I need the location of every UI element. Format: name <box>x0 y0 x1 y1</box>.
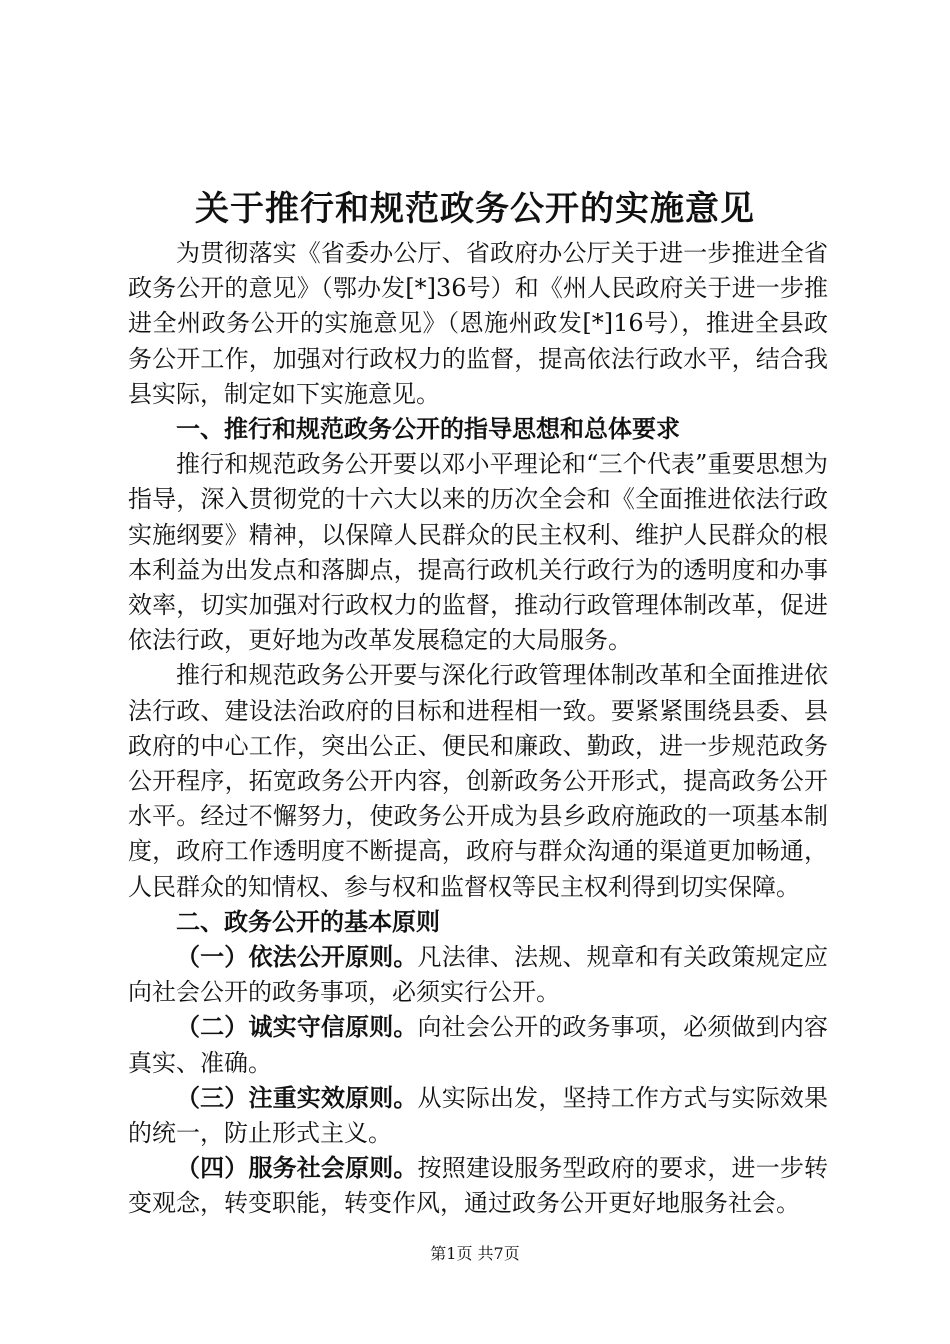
page-number-footer: 第1页 共7页 <box>430 1244 520 1263</box>
principle-item-2 <box>128 1010 828 1080</box>
intro-paragraph: 为贯彻落实《省委办公厅、省政府办公厅关于进一步推进全省政务公开的意见》（鄂办发[*]36号）和《州人民政府关于进一步推进全州政务公开的实施意见》（恩施州政发[*]16号），推进全县政务公开工作，加强对行政权力的监督，提高依法行政水平，结合我县实际，制定如下实施意见。 <box>128 239 828 408</box>
paragraph-guiding-thought: 推行和规范政务公开要以邓小平理论和“三个代表”重要思想为指导，深入贯彻党的十六大以来的历次全会和《全面推进依法行政实施纲要》精神，以保障人民群众的民主权利、维护人民群众的根本利益为出发点和落脚点，提高行政机关行政行为的透明度和办事效率，切实加强对行政权力的监督，推动行政管理体制改革，促进依法行政，更好地为改革发展稳定的大局服务。 <box>128 450 828 655</box>
principle-title: （一）依法公开原则。 <box>176 943 418 972</box>
principle-text: 向社会公开的政务事项，必须做到内容真实、准确。 <box>128 1013 829 1077</box>
paragraph-overall-requirements: 推行和规范政务公开要与深化行政管理体制改革和全面推进依法行政、建设法治政府的目标和进程相一致。要紧紧围绕县委、县政府的中心工作，突出公正、便民和廉政、勤政，进一步规范政务公开程序，拓宽政务公开内容，创新政务公开形式，提高政务公开水平。经过不懈努力，使政务公开成为县乡政府施政的一项基本制度，政府工作透明度不断提高，政府与群众沟通的渠道更加畅通，人民群众的知情权、参与权和监督权等民主权利得到切实保障。 <box>128 661 828 901</box>
principle-title: （三）注重实效原则。 <box>176 1083 418 1112</box>
principle-title: （二）诚实守信原则。 <box>176 1013 418 1042</box>
section-heading-2: 二、政务公开的基本原则 <box>176 907 440 936</box>
section-heading-1: 一、推行和规范政务公开的指导思想和总体要求 <box>176 415 680 444</box>
document-title: 关于推行和规范政务公开的实施意见 <box>195 189 755 229</box>
principle-title: （四）服务社会原则。 <box>176 1154 418 1183</box>
document-body <box>128 236 828 1222</box>
principle-text: 凡法律、法规、规章和有关政策规定应向社会公开的政务事项，必须实行公开。 <box>128 943 829 1007</box>
principle-item-1 <box>128 940 828 1010</box>
principle-item-3 <box>128 1081 828 1151</box>
principle-text: 按照建设服务型政府的要求，进一步转变观念，转变职能，转变作风，通过政务公开更好地服务社会。 <box>128 1154 829 1218</box>
principle-item-4 <box>128 1151 828 1221</box>
principle-text: 从实际出发，坚持工作方式与实际效果的统一，防止形式主义。 <box>128 1083 829 1148</box>
